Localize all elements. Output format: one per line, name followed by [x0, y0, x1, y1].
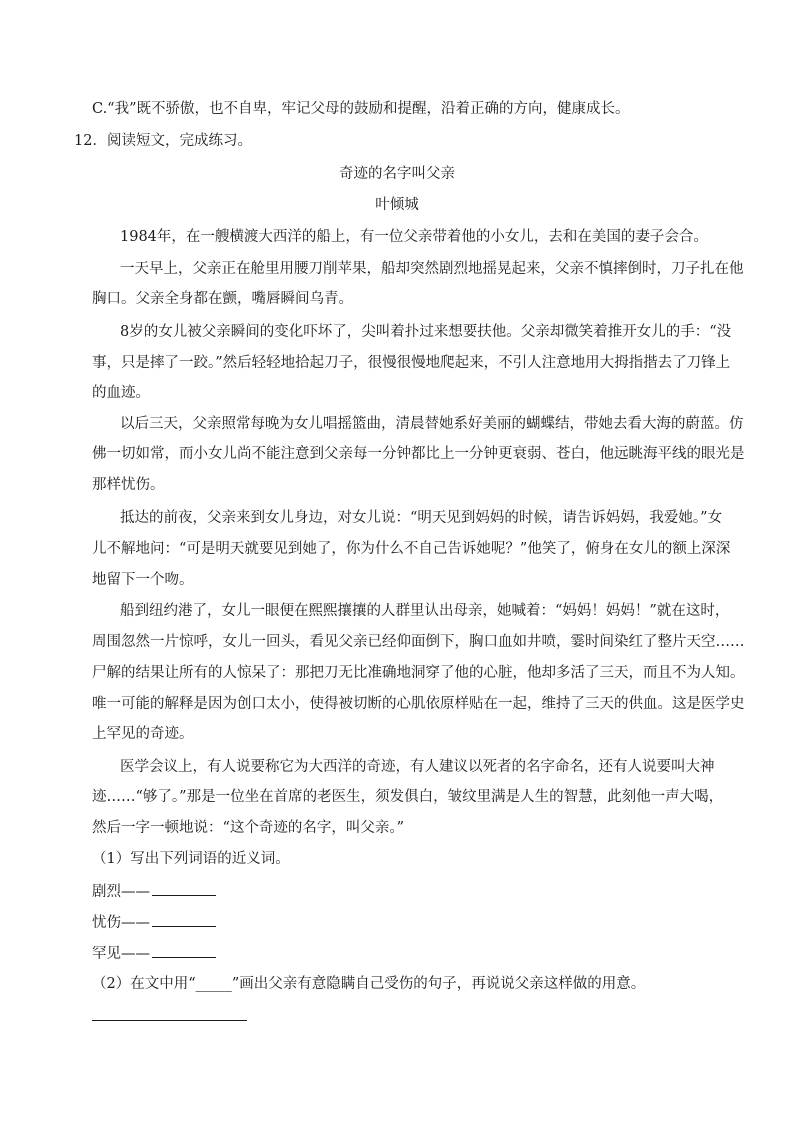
option-c: C.“我”既不骄傲，也不自卑，牢记父母的鼓励和提醒，沿着正确的方向，健康成长。 [92, 101, 630, 117]
underline-marker: _____ [195, 976, 232, 992]
sub-question-2-suffix: ”画出父亲有意隐瞒自己受伤的句子，再说说父亲这样做的用意。 [231, 976, 646, 992]
sub-question-1-prompt: （1）写出下列词语的近义词。 [92, 851, 290, 867]
answer-blank[interactable] [152, 943, 216, 958]
article-title: 奇迹的名字叫父亲 [339, 166, 455, 182]
article-author: 叶倾城 [375, 197, 419, 213]
paragraph-line: 以后三天，父亲照常每晚为女儿唱摇篮曲，清晨替她系好美丽的蝴蝶结，带她去看大海的蔚蓝。仿 [120, 416, 744, 432]
sub-question-2-prefix: （2）在文中用“ [92, 976, 196, 992]
synonym-word: 罕见—— [92, 946, 150, 962]
sub-question-2-prompt [92, 974, 722, 994]
synonym-item [92, 881, 722, 902]
answer-blank[interactable] [152, 881, 216, 896]
paragraph-line: 地留下一个吻。 [92, 572, 194, 588]
paragraph-line: 事，只是摔了一跤。”然后轻轻地拾起刀子，很慢很慢地爬起来，不引人注意地用大拇指揩去了刀锋上 [92, 355, 731, 371]
paragraph-line: 胸口。父亲全身都在颤，嘴唇瞬间乌青。 [92, 291, 353, 307]
paragraph-line: 佛一切如常，而小女儿尚不能注意到父亲每一分钟都比上一分钟更衰弱、苍白，他远眺海平线的眼光是 [92, 446, 745, 462]
paragraph-line: 上罕见的奇迹。 [92, 726, 194, 742]
paragraph-line: 1984年，在一艘横渡大西洋的船上，有一位父亲带着他的小女儿，去和在美国的妻子会合。 [120, 229, 708, 245]
paragraph-line: 一天早上，父亲正在舱里用腰刀削苹果，船却突然剧烈地摇晃起来，父亲不慎摔倒时，刀子扎在他 [120, 261, 744, 277]
paragraph-line: 医学会议上，有人说要称它为大西洋的奇迹，有人建议以死者的名字命名，还有人说要叫大神 [120, 759, 715, 775]
paragraph-line: 8岁的女儿被父亲瞬间的变化吓坏了，尖叫着扑过来想要扶他。父亲却微笑着推开女儿的手：“没 [120, 324, 732, 340]
paragraph-line: 的血迹。 [92, 385, 150, 401]
paragraph-line: 然后一字一顿地说：“这个奇迹的名字，叫父亲。” [92, 820, 405, 836]
paragraph-line: 那样忧伤。 [92, 477, 165, 493]
paragraph-line: 尸解的结果让所有的人惊呆了：那把刀无比准确地洞穿了他的心脏，他却多活了三天，而且不为人知。 [92, 665, 745, 681]
synonym-item [92, 912, 722, 933]
synonym-word: 剧烈—— [92, 884, 150, 900]
paragraph-line: 抵达的前夜，父亲来到女儿身边，对女儿说：“明天见到妈妈的时候，请告诉妈妈，我爱她。”女 [120, 510, 723, 526]
paragraph-line: 唯一可能的解释是因为创口太小，使得被切断的心肌依原样贴在一起，维持了三天的供血。这是医学史 [92, 696, 745, 712]
paragraph-line: 周围忽然一片惊呼，女儿一回头，看见父亲已经仰面倒下，胸口血如井喷，霎时间染红了整片天空…… [92, 634, 745, 650]
paragraph-line: 船到纽约港了，女儿一眼便在熙熙攘攘的人群里认出母亲，她喊着：“妈妈！妈妈！”就在这时， [120, 603, 730, 619]
paragraph-line: 儿不解地问：“可是明天就要见到她了，你为什么不自己告诉她呢？”他笑了，俯身在女儿的额上深深 [92, 541, 731, 557]
answer-blank[interactable] [152, 912, 216, 927]
paragraph-line: 迹……“够了。”那是一位坐在首席的老医生，须发俱白，皱纹里满是人生的智慧，此刻他一声大喝， [92, 789, 724, 805]
answer-line[interactable] [92, 1019, 247, 1021]
synonym-item [92, 943, 722, 964]
question-12-heading: 12．阅读短文，完成练习。 [74, 133, 252, 149]
synonym-word: 忧伤—— [92, 915, 150, 931]
